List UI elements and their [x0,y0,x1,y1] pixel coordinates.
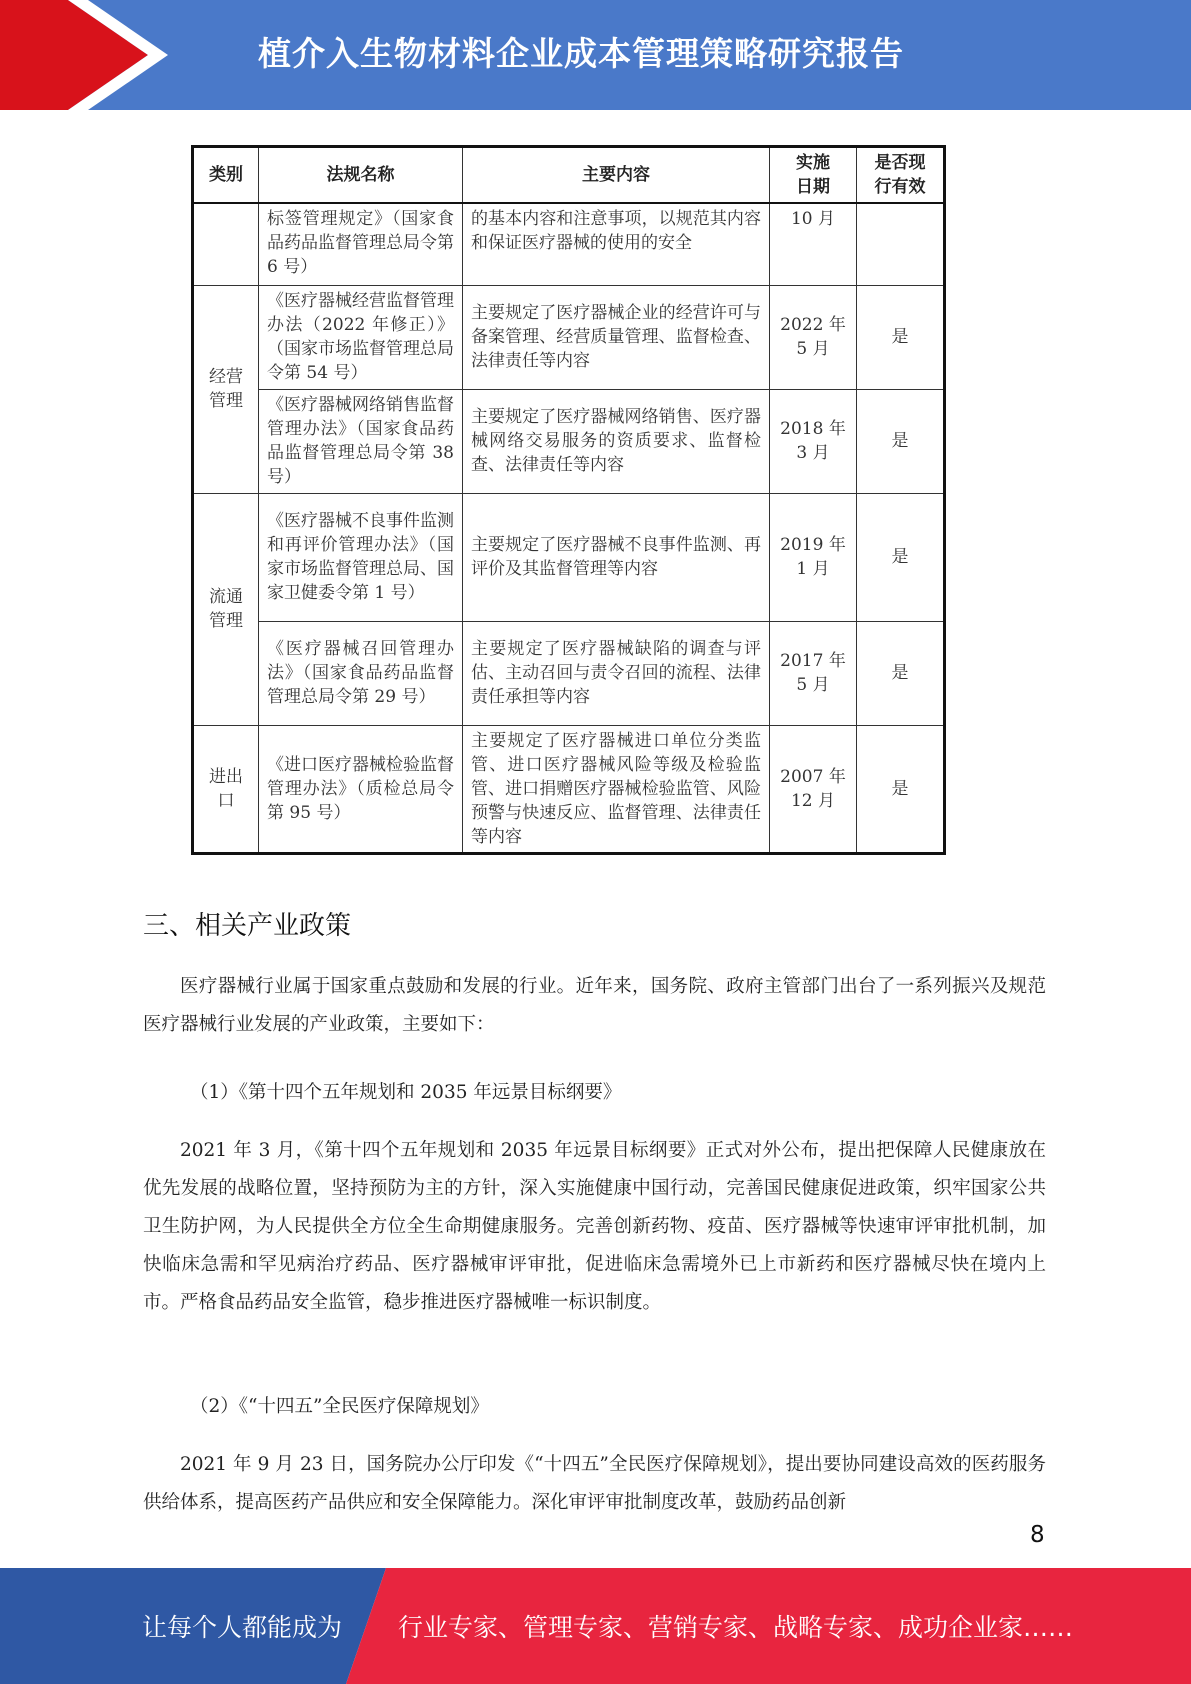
cell-name: 《医疗器械网络销售监督管理办法》（国家食品药品监督管理总局令第 38 号） [259,389,463,493]
header-date-line2: 日期 [796,177,830,197]
cell-name: 《医疗器械经营监督管理办法（2022 年修正）》（国家市场监督管理总局令第 54 号） [259,285,463,389]
cell-valid: 是 [857,493,945,621]
cell-date: 10 月 [770,203,857,285]
cell-date: 2017 年 5 月 [770,621,857,725]
table-header-row [193,147,945,204]
header-valid [857,147,945,204]
cell-valid: 是 [857,285,945,389]
policy-item-2-paragraph: 2021 年 9 月 23 日，国务院办公厅印发《“十四五”全民医疗保障规划》，提出要协同建设高效的医药服务供给体系，提高医药产品供应和安全保障能力。深化审评审批制度改革，鼓励药品创新 [143,1454,1046,1513]
table-row [193,389,945,493]
cell-valid [857,203,945,285]
cell-category: 进出口 [193,725,259,853]
cell-valid: 是 [857,621,945,725]
header-date [770,147,857,204]
cell-name: 《进口医疗器械检验监督管理办法》（质检总局令第 95 号） [259,725,463,853]
footer-slogan-right: 行业专家、管理专家、营销专家、战略专家、成功企业家…… [398,1613,1074,1642]
cell-content: 的基本内容和注意事项，以规范其内容和保证医疗器械的使用的安全 [463,203,770,285]
footer-banner [0,1568,1191,1684]
header-category: 类别 [193,147,259,204]
cell-date: 2007 年 12 月 [770,725,857,853]
cell-category: 流通管理 [193,493,259,725]
cell-category [193,203,259,285]
cell-date: 2018 年 3 月 [770,389,857,493]
footer-slogan-left: 让每个人都能成为 [142,1613,343,1642]
table-row [193,621,945,725]
cell-valid: 是 [857,725,945,853]
cell-category: 经营管理 [193,285,259,493]
policy-item-1-paragraph: 2021 年 3 月，《第十四个五年规划和 2035 年远景目标纲要》正式对外公布，提出把保障人民健康放在优先发展的战略位置，坚持预防为主的方针，深入实施健康中国行动，完善国民健康促进政策，织牢国家公共卫生防护网，为人民提供全方位全生命期健康服务。完善创新药物、疫苗、医疗器械等快速审评审批机制，加快临床急需和罕见病治疗药品、医疗器械审评审批，促进临床急需境外已上市新药和医疗器械尽快在境内上市。严格食品药品安全监管，稳步推进医疗器械唯一标识制度。 [143,1140,1046,1313]
cell-name: 标签管理规定》（国家食品药品监督管理总局令第 6 号） [259,203,463,285]
cell-content: 主要规定了医疗器械缺陷的调查与评估、主动召回与责令召回的流程、法律责任承担等内容 [463,621,770,725]
cell-date: 2022 年 5 月 [770,285,857,389]
header-date-line1: 实施 [796,153,830,173]
cell-name: 《医疗器械召回管理办法》（国家食品药品监督管理总局令第 29 号） [259,621,463,725]
cell-content: 主要规定了医疗器械网络销售、医疗器械网络交易服务的资质要求、监督检查、法律责任等内容 [463,389,770,493]
page-number: 8 [1030,1522,1045,1548]
table-row [193,203,945,285]
table-row [193,285,945,389]
policy-item-1-title: （1）《第十四个五年规划和 2035 年远景目标纲要》 [190,1082,622,1103]
cell-content: 主要规定了医疗器械企业的经营许可与备案管理、经营质量管理、监督检查、法律责任等内容 [463,285,770,389]
cell-content: 主要规定了医疗器械进口单位分类监管、进口医疗器械风险等级及检验监管、进口捐赠医疗器械检验监管、风险预警与快速反应、监督管理、法律责任等内容 [463,725,770,853]
table-row [193,493,945,621]
header-valid-line2: 行有效 [874,177,926,197]
cell-date: 2019 年 1 月 [770,493,857,621]
cell-content: 主要规定了医疗器械不良事件监测、再评价及其监督管理等内容 [463,493,770,621]
cell-valid: 是 [857,389,945,493]
header-content: 主要内容 [463,147,770,204]
section-heading: 三、相关产业政策 [143,911,352,941]
intro-paragraph: 医疗器械行业属于国家重点鼓励和发展的行业。近年来，国务院、政府主管部门出台了一系列振兴及规范医疗器械行业发展的产业政策，主要如下： [143,976,1046,1035]
header-valid-line1: 是否现 [874,153,926,173]
header-name: 法规名称 [259,147,463,204]
policy-item-2-title: （2）《“十四五”全民医疗保障规划》 [190,1396,489,1417]
table-row [193,725,945,853]
document-title: 植介入生物材料企业成本管理策略研究报告 [258,34,904,73]
cell-name: 《医疗器械不良事件监测和再评价管理办法》（国家市场监督管理总局、国家卫健委令第 1 号） [259,493,463,621]
regulation-table [191,145,946,855]
header-banner [0,0,1191,110]
